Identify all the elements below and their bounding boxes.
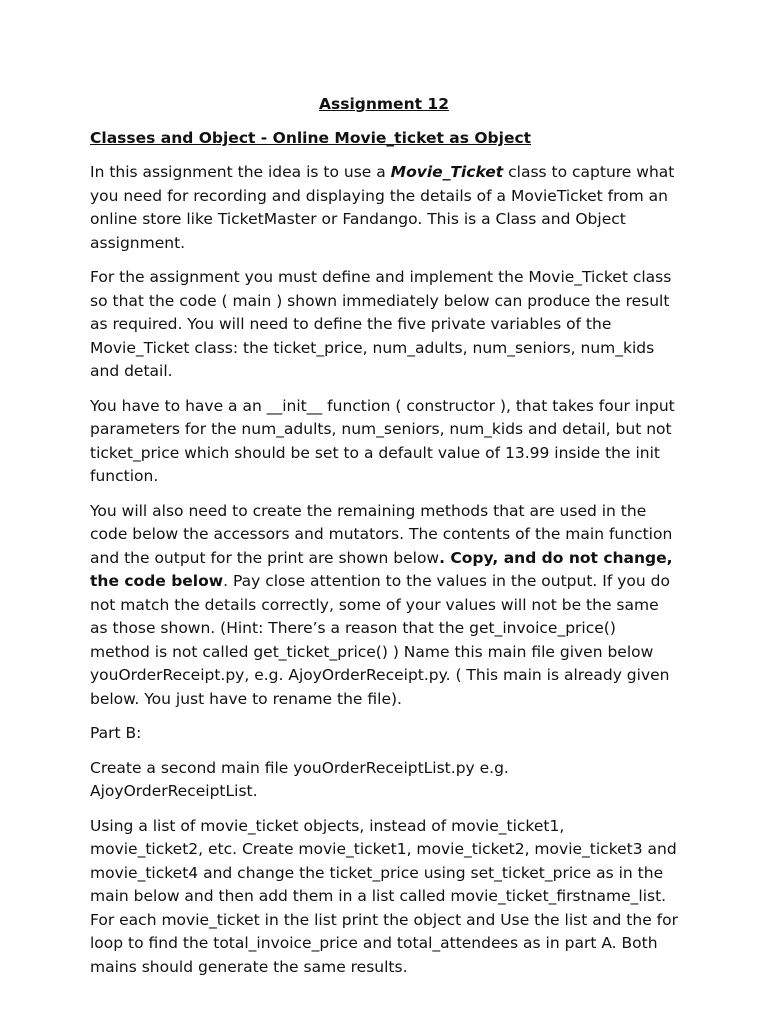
paragraph-intro — [90, 161, 678, 255]
paragraph-intro-text-before: In this assignment the idea is to use a — [90, 163, 391, 181]
paragraph-part-b-label: Part B: — [90, 724, 142, 742]
paragraph-constructor: You have to have a an __init__ function ( constructor ), that takes four input parameters for the num_adults, num_seniors, num_kids and detail, but not ticket_price which should be set to a default value of 13.99 inside the init function. — [90, 396, 675, 485]
paragraph-methods-text-after: . Pay close attention to the values in the output. If you do not match the details correctly, some of your values will not be the same as those shown. (Hint: There’s a reason that the get_invoice_price() method is not called get_ticket_price() ) Name this main file given below youOrderReceipt.py, e.g. AjoyOrderReceipt.py. ( This main is already given below. You just have to rename the file). — [90, 572, 670, 708]
copy-code-instruction: . Copy, and do not change, the code below — [90, 548, 673, 590]
paragraph-intro-text-after: class to capture what you need for recording and displaying the details of a MovieTicket from an online store like TicketMaster or Fandango. This is a Class and Object assignment. — [90, 163, 675, 252]
paragraph-requirements: For the assignment you must define and implement the Movie_Ticket class so that the code ( main ) shown immediately below can produce the result as required. You will need to define the five private variables of the Movie_Ticket class: the ticket_price, num_adults, num_seniors, num_kids and detail. — [90, 268, 672, 380]
paragraph-list-instructions: Using a list of movie_ticket objects, instead of movie_ticket1, movie_ticket2, etc. Create movie_ticket1, movie_ticket2, movie_ticket3 and movie_ticket4 and change the ticket_price using set_ticket_price as in the main below and then add them in a list called movie_ticket_firstname_list. For each movie_ticket in the list print the object and Use the list and the for loop to find the total_invoice_price and total_attendees as in part A. Both mains should generate the same results. — [90, 816, 678, 976]
document-heading: Classes and Object - Online Movie_ticket as Object — [90, 129, 532, 147]
paragraph-methods — [90, 500, 678, 712]
paragraph-second-main: Create a second main file youOrderReceiptList.py e.g. AjoyOrderReceiptList. — [90, 758, 509, 800]
class-name-emphasis: Movie_Ticket — [390, 163, 504, 181]
paragraph-methods-text-before: You will also need to create the remaining methods that are used in the code below the accessors and mutators. The contents of the main function and the output for the print are shown below — [90, 501, 673, 567]
document-title: Assignment 12 — [319, 95, 449, 113]
